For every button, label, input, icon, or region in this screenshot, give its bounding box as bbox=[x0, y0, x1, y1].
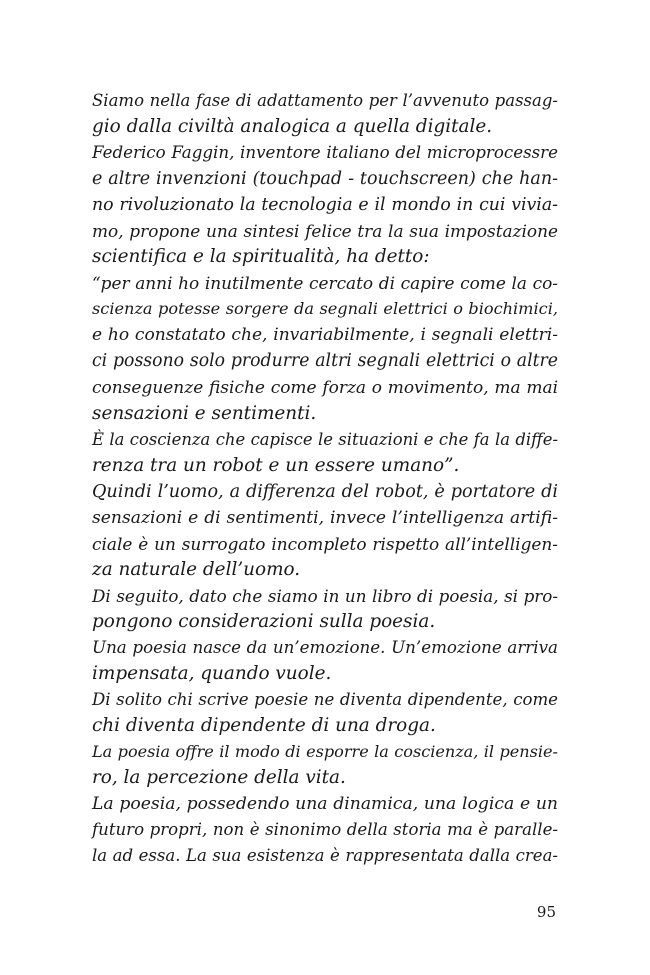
text-line: ciale è un surrogato incompleto rispetto all’intelligen- bbox=[92, 533, 558, 554]
text-line: no rivoluzionato la tecnologia e il mondo in cui vivia- bbox=[92, 195, 558, 216]
text-line: ro, la percezione della vita. bbox=[92, 767, 346, 789]
text-line: gio dalla civiltà analogica a quella digitale. bbox=[92, 116, 493, 138]
text-line: Di solito chi scrive poesie ne diventa dipendente, come bbox=[92, 690, 558, 710]
text-line: scienza potesse sorgere da segnali elettrici o biochimici, bbox=[92, 299, 558, 319]
text-line: “per anni ho inutilmente cercato di capire come la co- bbox=[92, 273, 558, 294]
text-line: La poesia, possedendo una dinamica, una logica e un bbox=[92, 794, 558, 815]
text-line: La poesia offre il modo di esporre la coscienza, il pensie- bbox=[92, 742, 558, 762]
text-line: za naturale dell’uomo. bbox=[92, 558, 301, 580]
text-line: Di seguito, dato che siamo in un libro di poesia, si pro- bbox=[92, 585, 558, 606]
text-line: e ho constatato che, invariabilmente, i segnali elettri- bbox=[92, 325, 558, 346]
text-line: pongono considerazioni sulla poesia. bbox=[92, 610, 436, 632]
text-line: È la coscienza che capisce le situazioni e che fa la diffe- bbox=[92, 429, 558, 449]
text-line: la ad essa. La sua esistenza è rappresentata dalla crea- bbox=[92, 846, 558, 866]
text-line: impensata, quando vuole. bbox=[92, 663, 332, 685]
text-line: chi diventa dipendente di una droga. bbox=[92, 715, 436, 737]
text-line: e altre invenzioni (touchpad - touchscreen) che han- bbox=[92, 169, 558, 190]
text-line: mo, propone una sintesi felice tra la sua impostazione bbox=[92, 221, 558, 242]
text-line: scientifica e la spiritualità, ha detto: bbox=[92, 246, 430, 268]
text-line: renza tra un robot e un essere umano”. bbox=[92, 454, 460, 476]
text-line: ci possono solo produrre altri segnali elettrici o altre bbox=[92, 351, 558, 372]
page-number: 95 bbox=[536, 903, 556, 921]
text-line: sensazioni e sentimenti. bbox=[92, 402, 317, 424]
text-line: Federico Faggin, inventore italiano del microprocessre bbox=[92, 143, 558, 163]
text-line: Siamo nella fase di adattamento per l’avvenuto passag- bbox=[92, 91, 558, 110]
text-line: futuro propri, non è sinonimo della storia ma è paralle- bbox=[92, 820, 558, 840]
body-text bbox=[92, 88, 558, 869]
text-line: conseguenze fisiche come forza o movimento, ma mai bbox=[92, 377, 558, 398]
text-line: Quindi l’uomo, a differenza del robot, è portatore di bbox=[92, 481, 558, 502]
text-line: sensazioni e di sentimenti, invece l’intelligenza artifi- bbox=[92, 507, 558, 528]
text-line: Una poesia nasce da un’emozione. Un’emozione arriva bbox=[92, 637, 558, 657]
